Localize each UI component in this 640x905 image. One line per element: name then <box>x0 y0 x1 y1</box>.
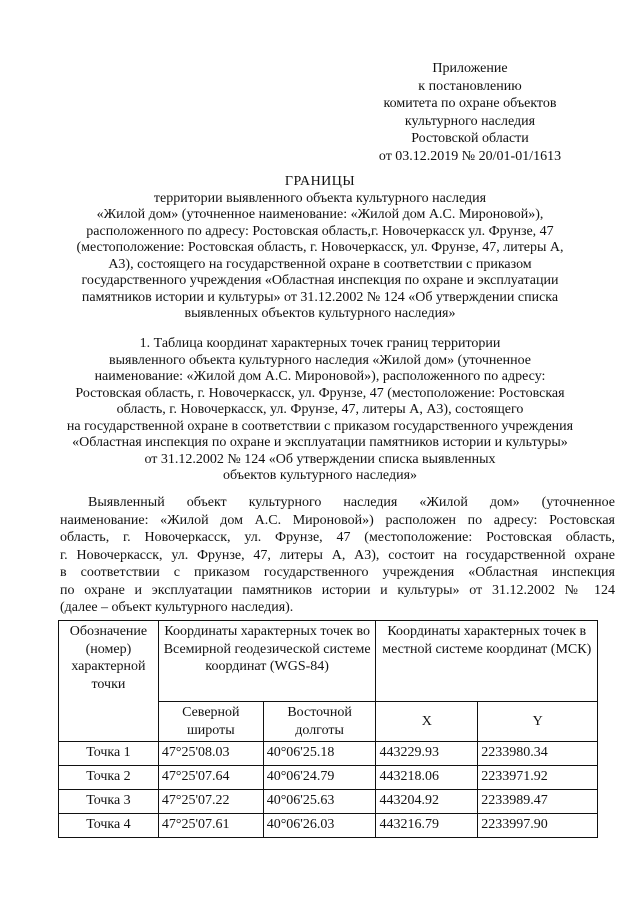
appendix-line: от 03.12.2019 № 20/01-01/1613 <box>378 148 562 164</box>
caption-line: наименование: «Жилой дом А.С. Мироновой»), расположенного по адресу: <box>94 369 546 384</box>
point-lon: 40°06'26.03 <box>263 814 376 838</box>
point-lat: 47°25'07.22 <box>158 790 263 814</box>
point-x: 443216.79 <box>376 814 478 838</box>
caption-line: 1. Таблица координат характерных точек границ территории <box>139 336 501 351</box>
point-lon: 40°06'25.63 <box>263 790 376 814</box>
appendix-line: Ростовской области <box>411 131 529 146</box>
table-row <box>59 790 598 814</box>
document-heading <box>50 174 590 323</box>
point-y: 2233980.34 <box>478 742 598 766</box>
paragraph-line: область, г. Новочеркасск, ул. Фрунзе, 47 (местоположение: Ростовская область, <box>60 530 615 545</box>
point-name: Точка 4 <box>59 814 159 838</box>
header-point: Обозначение (номер) характерной точки <box>59 621 159 742</box>
caption-line: выявленного объекта культурного наследия «Жилой дом» (уточненное <box>108 352 532 368</box>
heading-line: государственного учреждения «Областная инспекция по охране и эксплуатации <box>81 273 559 288</box>
point-y: 2233997.90 <box>478 814 598 838</box>
table-row <box>59 814 598 838</box>
heading-line: (местоположение: Ростовская область, г. Новочеркасск, ул. Фрунзе, 47, литеры А, <box>76 240 564 255</box>
point-x: 443229.93 <box>376 742 478 766</box>
table-caption <box>40 336 600 485</box>
document-title: ГРАНИЦЫ <box>284 174 356 189</box>
table-row <box>59 742 598 766</box>
appendix-line: Приложение <box>432 61 508 76</box>
caption-line: Ростовская область, г. Новочеркасск, ул. Фрунзе, 47 (местоположение: Ростовская <box>75 385 565 401</box>
point-y: 2233971.92 <box>478 766 598 790</box>
appendix-line: к постановлению <box>418 78 522 94</box>
point-lat: 47°25'08.03 <box>158 742 263 766</box>
point-lon: 40°06'24.79 <box>263 766 376 790</box>
point-y: 2233989.47 <box>478 790 598 814</box>
point-x: 443218.06 <box>376 766 478 790</box>
heading-line: А3), состоящего на государственной охране в соответствии с приказом <box>108 256 532 272</box>
point-name: Точка 2 <box>59 766 159 790</box>
paragraph-line: Выявленный объект культурного наследия «Жилой дом» (уточненное <box>88 495 615 510</box>
paragraph-line: наименование: «Жилой дом А.С. Мироновой») расположен по адресу: Ростовская <box>60 512 615 528</box>
appendix-line: культурного наследия <box>404 113 536 129</box>
paragraph-line: г. Новочеркасск, ул. Фрунзе, 47, литеры А, А3), состоит на государственной охране <box>60 547 615 563</box>
caption-line: область, г. Новочеркасск, ул. Фрунзе, 47, литеры А, А3), состоящего <box>116 402 524 417</box>
point-name: Точка 1 <box>59 742 159 766</box>
appendix-block <box>340 60 600 165</box>
heading-line: «Жилой дом» (уточненное наименование: «Жилой дом А.С. Мироновой»), <box>96 207 544 222</box>
coordinates-table <box>58 620 598 838</box>
header-latitude: Северной широты <box>158 702 263 742</box>
header-msk: Координаты характерных точек в местной системе координат (МСК) <box>376 621 598 702</box>
point-lat: 47°25'07.64 <box>158 766 263 790</box>
header-y: Y <box>478 702 598 742</box>
point-x: 443204.92 <box>376 790 478 814</box>
caption-line: от 31.12.2002 № 124 «Об утверждении списка выявленных <box>144 451 496 467</box>
heading-line: памятников истории и культуры» от 31.12.2002 № 124 «Об утверждении списка <box>81 289 559 305</box>
paragraph-line: (далее – объект культурного наследия). <box>60 600 294 615</box>
paragraph-line: по охране и эксплуатации памятников истории и культуры» от 31.12.2002 № 124 <box>60 582 615 598</box>
header-longitude: Восточной долготы <box>263 702 376 742</box>
paragraph-line: в соответствии с приказом государственного учреждения «Областная инспекция <box>60 565 615 580</box>
caption-line: объектов культурного наследия» <box>222 468 418 483</box>
point-lon: 40°06'25.18 <box>263 742 376 766</box>
table-row <box>59 766 598 790</box>
caption-line: «Областная инспекция по охране и эксплуатации памятников истории и культуры» <box>72 435 568 450</box>
header-x: X <box>376 702 478 742</box>
point-name: Точка 3 <box>59 790 159 814</box>
point-lat: 47°25'07.61 <box>158 814 263 838</box>
heading-line: территории выявленного объекта культурного наследия <box>153 190 487 206</box>
appendix-line: комитета по охране объектов <box>383 96 557 111</box>
header-wgs: Координаты характерных точек во Всемирной геодезической системе координат (WGS-84) <box>158 621 376 702</box>
heading-line: расположенного по адресу: Ростовская область,г. Новочеркасск ул. Фрунзе, 47 <box>86 223 554 239</box>
caption-line: на государственной охране в соответствии с приказом государственного учреждения <box>66 418 574 434</box>
heading-line: выявленных объектов культурного наследия» <box>184 306 456 321</box>
body-paragraph <box>60 494 615 617</box>
